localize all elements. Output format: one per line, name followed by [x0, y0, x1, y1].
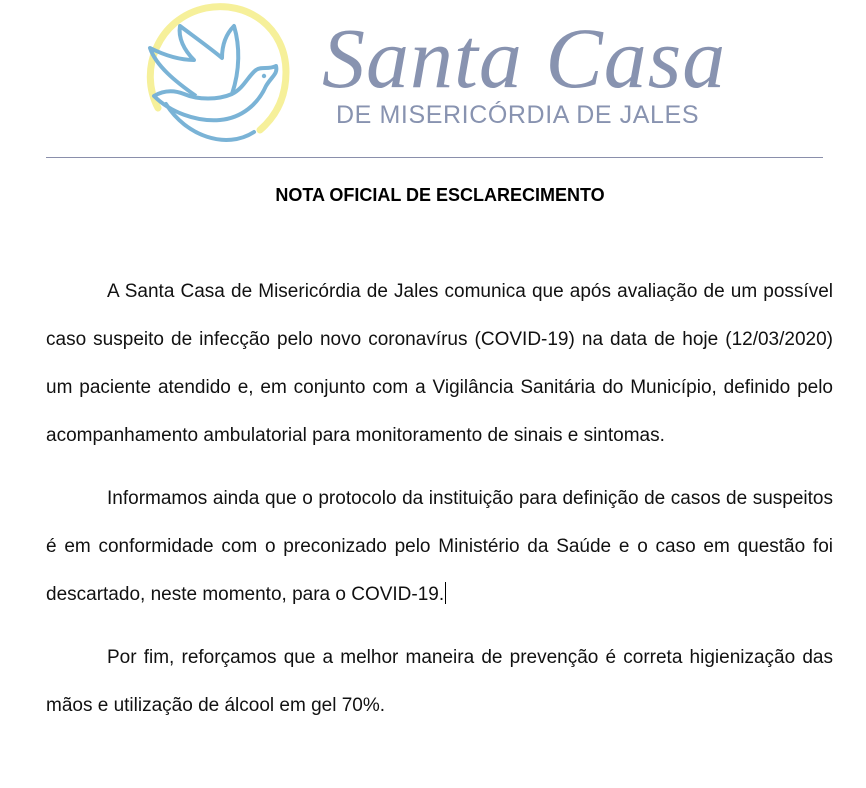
- brand-name: Santa Casa: [322, 10, 727, 106]
- brand-subtitle: DE MISERICÓRDIA DE JALES: [336, 101, 700, 129]
- paragraph-3: Por fim, reforçamos que a melhor maneira de prevenção é correta higienização das mãos e utilização de álcool em gel 70%.: [46, 647, 833, 716]
- text-cursor: [445, 582, 446, 604]
- document-title: NOTA OFICIAL DE ESCLARECIMENTO: [275, 185, 605, 205]
- letterhead: [0, 0, 866, 160]
- dove-in-halo-icon: [136, 0, 296, 160]
- paragraph-2-text: Informamos ainda que o protocolo da instituição para definição de casos de suspeitos é em conformidade com o preconizado pelo Ministério da Saúde e o caso em questão foi descartado, neste momento, para o COVID-19.: [46, 488, 833, 605]
- header-divider: [46, 157, 823, 158]
- paragraph-1: A Santa Casa de Misericórdia de Jales comunica que após avaliação de um possível caso suspeito de infecção pelo novo coronavírus (COVID-19) na data de hoje (12/03/2020) um paciente atendido e, em conjunto com a Vigilância Sanitária do Município, definido pelo acompanhamento ambulatorial para monitoramento de sinais e sintomas.: [46, 281, 833, 446]
- paragraph-2: [46, 475, 833, 619]
- document-body: [46, 268, 833, 745]
